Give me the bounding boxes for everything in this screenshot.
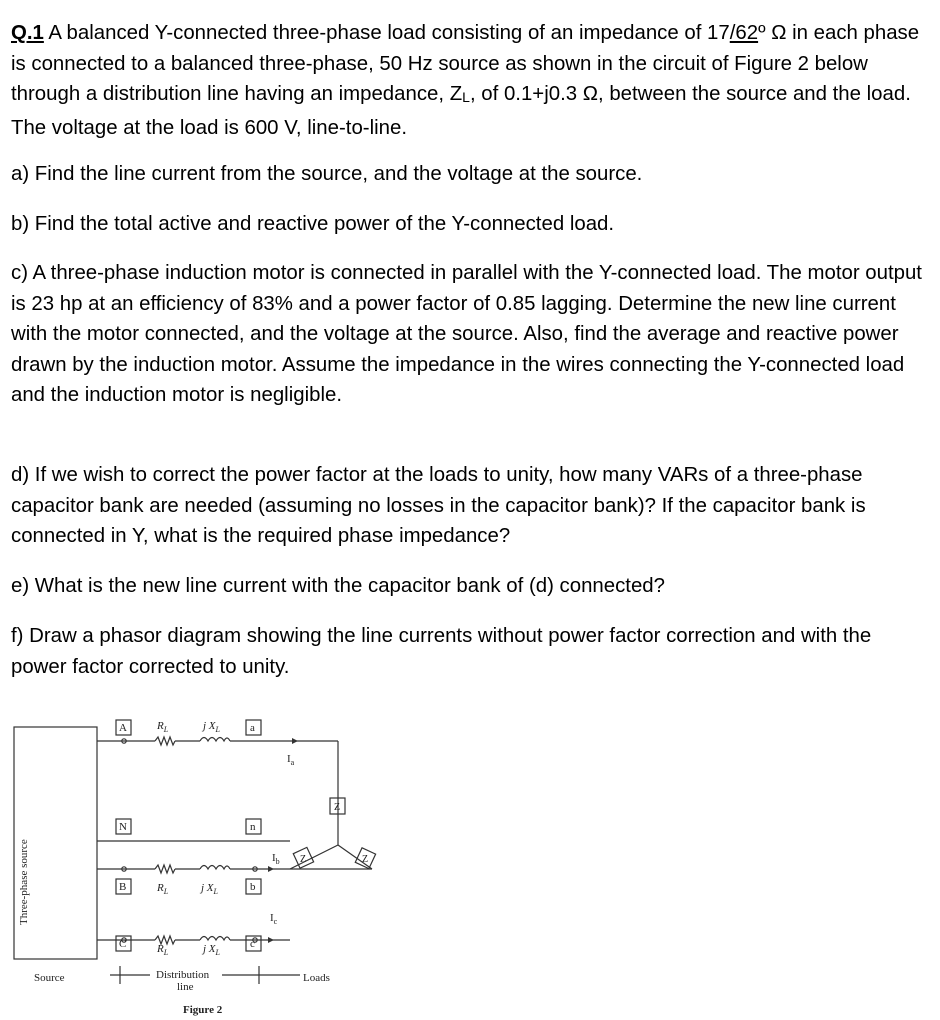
reactance-label-a: j $X_L$ xyxy=(203,720,220,734)
impedance-label-2: Z xyxy=(300,854,307,865)
impedance-label-1: Z xyxy=(334,802,341,813)
node-label-c: c xyxy=(250,938,255,950)
part-b xyxy=(11,209,926,240)
part-b-text: b) Find the total active and reactive power of the Y-connected load. xyxy=(11,213,615,235)
current-label-ib: $I_b$ xyxy=(272,852,280,866)
circuit-figure xyxy=(0,705,400,1020)
part-a xyxy=(11,159,926,190)
section-loads-label: Loads xyxy=(303,972,330,984)
part-c-text: c) A three-phase induction motor is connected in parallel with the Y-connected load. The motor output is 23 hp at an efficiency of 83% and a power factor of 0.85 lagging. Determine the new line current with the motor connected, and the voltage at the source. Also, find the average and reactive power drawn by the induction motor. Assume the impedance in the wires connecting the Y-connected load and the induction motor is negligible. xyxy=(11,262,922,406)
part-f-text: f) Draw a phasor diagram showing the line currents without power factor correction and with the power factor corrected to unity. xyxy=(11,625,872,678)
part-d-text: d) If we wish to correct the power factor at the loads to unity, how many VARs of a three-phase capacitor bank are needed (assuming no losses in the capacitor bank)? If the capacitor bank is connected in Y, what is the required phase impedance? xyxy=(11,464,866,547)
part-c xyxy=(11,258,926,411)
current-label-ia: $I_a$ xyxy=(287,753,295,767)
arrow-ic xyxy=(268,937,274,943)
part-d xyxy=(11,460,926,552)
intro-text-1: A balanced Y-connected three-phase load consisting of an impedance of 17 xyxy=(43,22,730,44)
resistor-label-b: $R_L$ xyxy=(157,882,169,896)
node-label-n: n xyxy=(250,821,256,833)
part-f xyxy=(11,621,926,682)
reactance-label-b: j $X_L$ xyxy=(201,882,218,896)
intro-text-3: , of 0.1+j0.3 Ω, between the source and the load. The voltage at the load is 600 V, line-to-line. xyxy=(11,83,911,139)
part-e xyxy=(11,571,926,602)
intro-text-2: Ω in each phase is connected to a balanced three-phase, 50 Hz source as shown in the circuit of Figure 2 below through a distribution line having an impedance, Z xyxy=(11,22,920,105)
node-label-C: C xyxy=(119,938,127,950)
part-a-text: a) Find the line current from the source, and the voltage at the source. xyxy=(11,163,643,185)
subscript-l: L xyxy=(462,89,470,105)
question-intro xyxy=(11,18,926,143)
node-label-A: A xyxy=(119,722,127,734)
arrow-ia xyxy=(292,738,298,744)
impedance-label-3: Z xyxy=(362,854,369,865)
node-label-b: b xyxy=(250,881,256,893)
arrow-ib xyxy=(268,866,274,872)
resistor-label-a: $R_L$ xyxy=(157,720,169,734)
section-line-label-1: Distribution xyxy=(156,969,210,981)
node-label-N: N xyxy=(119,821,127,833)
section-line-label-2: line xyxy=(177,981,194,993)
impedance-angle: /62 xyxy=(729,22,759,44)
section-source-label: Source xyxy=(34,972,65,984)
degree-sign: º xyxy=(758,22,766,44)
current-label-ic: $I_c$ xyxy=(270,912,278,926)
reactance-label-c: j $X_L$ xyxy=(203,943,220,957)
question-number: Q.1 xyxy=(11,22,44,44)
node-label-B: B xyxy=(119,881,127,893)
source-box-label: Three-phase source xyxy=(18,839,30,925)
node-label-a: a xyxy=(250,722,255,734)
resistor-label-c: $R_L$ xyxy=(157,943,169,957)
part-e-text: e) What is the new line current with the capacitor bank of (d) connected? xyxy=(11,575,665,597)
figure-caption: Figure 2 xyxy=(183,1004,223,1016)
